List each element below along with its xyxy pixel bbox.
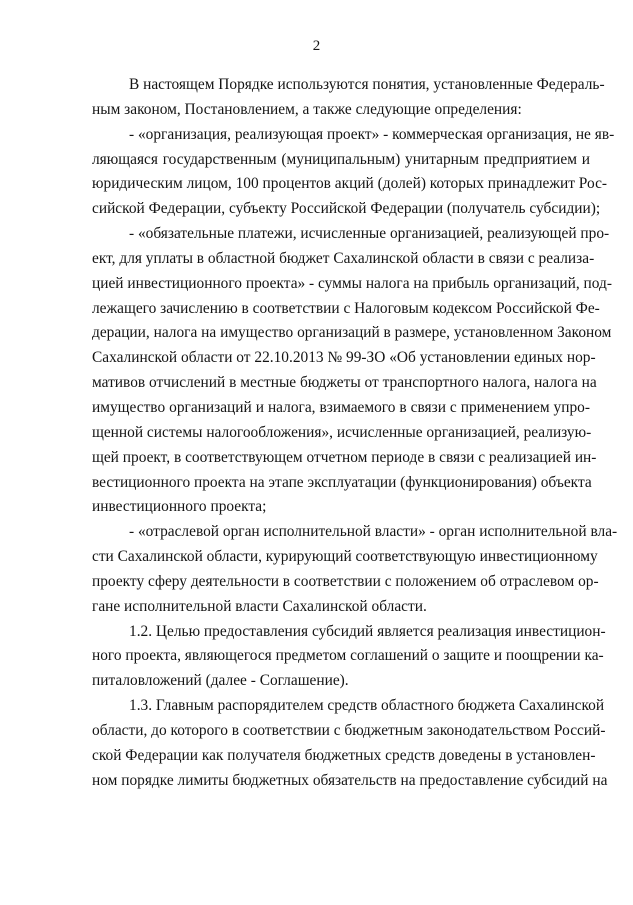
text-line: ект, для уплаты в областной бюджет Сахалинской области в связи с реализа- bbox=[92, 249, 595, 267]
text-line: инвестиционного проекта; bbox=[92, 498, 267, 516]
text-line: 1.3. Главным распорядителем средств областного бюджета Сахалинской bbox=[129, 697, 605, 715]
text-line: щенной системы налогообложения», исчисленные организацией, реализую- bbox=[92, 423, 592, 441]
text-line: питаловложений (далее - Соглашение). bbox=[92, 672, 349, 690]
text-line: Сахалинской области от 22.10.2013 № 99-ЗО «Об установлении единых нор- bbox=[92, 349, 596, 367]
text-line: дерации, налога на имущество организаций в размере, установленном Законом bbox=[92, 324, 612, 342]
text-line: ской Федерации как получателя бюджетных средств доведены в установлен- bbox=[92, 746, 596, 764]
text-line: ном порядке лимиты бюджетных обязательств на предоставление субсидий на bbox=[92, 771, 608, 789]
text-line: юридическим лицом, 100 процентов акций (долей) которых принадлежит Рос- bbox=[92, 175, 608, 193]
text-line: проекту сферу деятельности в соответствии с положением об отраслевом ор- bbox=[92, 572, 599, 590]
text-line: - «организация, реализующая проект» - коммерческая организация, не яв- bbox=[129, 125, 615, 143]
text-line: цией инвестиционного проекта» - суммы налога на прибыль организаций, под- bbox=[92, 274, 612, 292]
text-line: - «отраслевой орган исполнительной власти» - орган исполнительной вла- bbox=[129, 523, 618, 541]
text-line: щей проект, в соответствующем отчетном периоде в связи с реализацией ин- bbox=[92, 448, 597, 466]
text-line: имущество организаций и налога, взимаемого в связи с применением упро- bbox=[92, 398, 590, 416]
text-line: сти Сахалинской области, курирующий соответствующую инвестиционному bbox=[92, 548, 598, 566]
text-line: гане исполнительной власти Сахалинской области. bbox=[92, 597, 427, 615]
text-line: ного проекта, являющегося предметом соглашений о защите и поощрении ка- bbox=[92, 647, 604, 665]
text-line: 1.2. Целью предоставления субсидий является реализация инвестицион- bbox=[129, 622, 606, 640]
text-line: ляющаяся государственным (муниципальным) унитарным предприятием и bbox=[92, 150, 590, 168]
text-line: вестиционного проекта на этапе эксплуатации (функционирования) объекта bbox=[92, 473, 592, 491]
text-line: - «обязательные платежи, исчисленные организацией, реализующей про- bbox=[129, 225, 610, 243]
text-line: ным законом, Постановлением, а также следующие определения: bbox=[92, 100, 522, 118]
text-line: области, до которого в соответствии с бюджетным законодательством Россий- bbox=[92, 721, 606, 739]
text-line: лежащего зачислению в соответствии с Налоговым кодексом Российской Фе- bbox=[92, 299, 600, 317]
document-body bbox=[92, 73, 618, 793]
page-number: 2 bbox=[312, 38, 321, 54]
text-line: сийской Федерации, субъекту Российской Федерации (получатель субсидии); bbox=[92, 200, 601, 218]
text-line: В настоящем Порядке используются понятия, установленные Федераль- bbox=[129, 76, 605, 93]
text-line: мативов отчислений в местные бюджеты от транспортного налога, налога на bbox=[92, 374, 597, 392]
